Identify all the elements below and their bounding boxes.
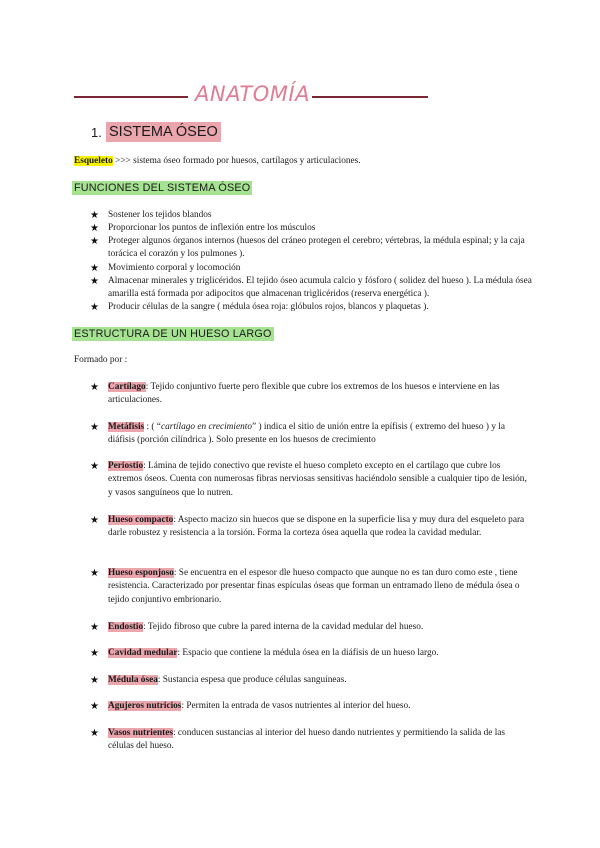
funcion-item: Proteger algunos órganos internos (huesos del cráneo protegen el cerebro; vértebras, la médula espinal; y la caja torácica el corazón y los pulmones ).: [108, 236, 525, 260]
star-bullet-icon: ★: [90, 648, 99, 659]
item-text: : Permiten la entrada de vasos nutrientes al interior del hueso.: [181, 701, 411, 711]
star-bullet-icon: ★: [90, 728, 99, 739]
estructura-item: [108, 674, 533, 687]
estructura-item: [108, 621, 533, 634]
estructura-item: [108, 727, 533, 754]
estructura-item: [108, 381, 533, 408]
item-text: : Espacio que contiene la médula ósea en la diáfisis de un hueso largo.: [177, 648, 439, 658]
item-term: Hueso compacto: [108, 515, 174, 525]
item-text: : Se encuentra en el espesor dle hueso compacto que aunque no es tan duro como este , tiene resistencia. Caracterizado por presentar finas espículas óseas que forman un entramado lleno de médula ósea o tejido conjuntivo embrionario.: [108, 568, 520, 605]
funcion-item: Producir células de la sangre ( médula ósea roja: glóbulos rojos, blancos y plaquetas ).: [108, 302, 429, 312]
estructura-intro: Formado por :: [74, 355, 128, 365]
title-rule-left: [74, 96, 188, 98]
item-term: Agujeros nutricios: [108, 701, 182, 711]
funcion-item: Sostener los tejidos blandos: [108, 210, 212, 220]
star-bullet-icon: ★: [90, 276, 99, 287]
item-text: : Tejido conjuntivo fuerte pero flexible que cubre los extremos de los huesos e interviene en las articulaciones.: [108, 382, 500, 406]
title-row: [70, 80, 430, 110]
item-term: Periostio: [108, 461, 144, 471]
star-bullet-icon: ★: [90, 515, 99, 526]
funciones-heading: FUNCIONES DEL SISTEMA ÓSEO: [74, 182, 251, 194]
item-term: Médula ósea: [108, 675, 158, 685]
estructura-item: [108, 567, 533, 607]
item-term: Cavidad medular: [108, 648, 178, 658]
section-title: SISTEMA ÓSEO: [106, 122, 221, 142]
star-bullet-icon: ★: [90, 223, 99, 234]
estructura-item: [108, 421, 533, 448]
star-bullet-icon: ★: [90, 568, 99, 579]
star-bullet-icon: ★: [90, 263, 99, 274]
item-text: : conducen sustancias al interior del hueso dando nutrientes y permitiendo la salida de las células del hueso.: [108, 728, 506, 752]
item-term: Endostio: [108, 622, 144, 632]
item-text: : Lámina de tejido conectivo que reviste el hueso completo excepto en el cartílago que cubre los extremos óseos. Cuenta con numerosas fibras nerviosas sensitivas haciéndolo sensible a cualquier tipo de lesión, y vasos sanguíneos que lo nutren.: [108, 461, 527, 498]
star-bullet-icon: ★: [90, 622, 99, 633]
item-term: Vasos nutrientes: [108, 728, 174, 738]
item-text: : Aspecto macizo sin huecos que se dispone en la superficie lisa y muy dura del esqueleto para darle robustez y resistencia a la torsión. Forma la corteza ósea aquella que rodea la cavidad medular.: [108, 515, 525, 539]
item-text-pre: : ( “: [144, 422, 161, 432]
star-bullet-icon: ★: [90, 675, 99, 686]
item-term: Hueso esponjoso: [108, 568, 174, 578]
item-text: : Tejido fibroso que cubre la pared interna de la cavidad medular del hueso.: [143, 622, 424, 632]
intro-term: Esqueleto: [74, 156, 113, 166]
intro-paragraph: [74, 155, 361, 168]
estructura-heading: ESTRUCTURA DE UN HUESO LARGO: [74, 328, 272, 340]
page-title: ANATOMÍA: [195, 82, 310, 106]
star-bullet-icon: ★: [90, 302, 99, 313]
funcion-item: Almacenar minerales y triglicéridos. El tejido óseo acumula calcio y fósforo ( solidez del hueso ). La médula ósea amarilla está formada por adipocitos que almacenan triglicéridos (reserva energética ).: [108, 276, 532, 300]
item-text: : Sustancia espesa que produce células sanguíneas.: [157, 675, 347, 685]
estructura-item: [108, 647, 533, 660]
estructura-item: [108, 514, 533, 541]
star-bullet-icon: ★: [90, 236, 99, 247]
intro-text: >>> sistema óseo formado por huesos, cartílagos y articulaciones.: [112, 156, 361, 166]
star-bullet-icon: ★: [90, 701, 99, 712]
star-bullet-icon: ★: [90, 422, 99, 433]
estructura-item: [108, 700, 533, 713]
funcion-item: Movimiento corporal y locomoción: [108, 263, 241, 273]
item-term: Metáfisis: [108, 422, 145, 432]
star-bullet-icon: ★: [90, 210, 99, 221]
item-text-italic: cartílago en crecimiento: [160, 422, 252, 432]
title-rule-right: [312, 96, 428, 98]
star-bullet-icon: ★: [90, 461, 99, 472]
section-number: 1.: [91, 125, 102, 140]
star-bullet-icon: ★: [90, 382, 99, 393]
item-term: Cartílago: [108, 382, 146, 392]
funcion-item: Proporcionar los puntos de inflexión entre los músculos: [108, 223, 316, 233]
estructura-item: [108, 460, 533, 500]
item-text: ” ) indica el sitio de unión entre la epífisis ( extremo del hueso ) y la diáfisis (porción cilíndrica ). Solo presente en los huesos de crecimiento: [108, 422, 506, 446]
